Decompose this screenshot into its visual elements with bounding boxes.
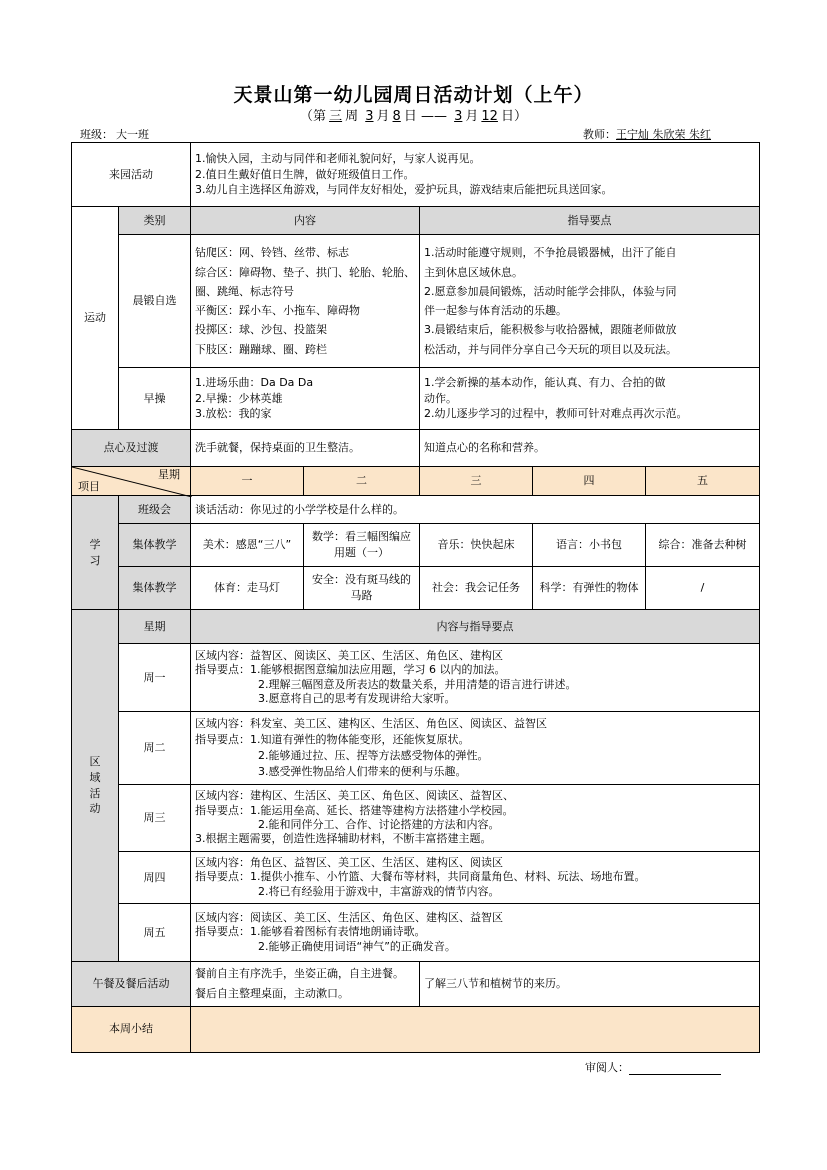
class-meeting-content: 谈话活动：你见过的小学学校是什么样的。 [191, 496, 760, 524]
collective-teaching-label: 集体教学 [119, 567, 191, 610]
start-month: 3 [365, 109, 374, 124]
study-label: 学 习 [72, 496, 119, 610]
lesson-cell: 音乐：快快起床 [420, 524, 533, 567]
area-activity-label: 区 域 活 动 [72, 610, 119, 962]
class-meeting-label: 班级会 [119, 496, 191, 524]
lesson-cell: 语言：小书包 [533, 524, 646, 567]
area-day-content: 区域内容：角色区、益智区、美工区、生活区、建构区、阅读区 指导要点：1.提供小推车、小竹篮、大餐布等材料，共同商量角色、材料、玩法、场地布置。 2.将已有经验用于游戏中，丰富游戏的情节内容。 [191, 852, 760, 904]
arrival-label: 来园活动 [72, 143, 191, 207]
reviewer-line[interactable] [629, 1074, 721, 1075]
lesson-cell: / [646, 567, 760, 610]
morning-drill-label: 早操 [119, 368, 191, 430]
area-day-label: 周三 [119, 785, 191, 852]
area-day-content: 区域内容：建构区、生活区、美工区、角色区、阅读区、益智区、 指导要点：1.能运用垒高、延长、搭建等建构方法搭建小学校园。 2.能和同伴分工、合作、讨论搭建的方法和内容。 3.根据主题需要，创造性选择辅助材料，不断丰富搭建主题。 [191, 785, 760, 852]
weekday-corner: 星期 项目 [72, 467, 191, 496]
area-day-header: 星期 [119, 610, 191, 644]
morning-drill-content: 1.进场乐曲：Da Da Da 2.早操：少林英雄 3.放松：我的家 [191, 368, 420, 430]
lesson-cell: 美术：感恩“三八” [191, 524, 304, 567]
weekday-mon: 一 [191, 467, 304, 496]
plan-table [71, 142, 760, 1053]
morning-exercise-label: 晨锻自选 [119, 235, 191, 368]
weekday-fri: 五 [646, 467, 760, 496]
weekday-thu: 四 [533, 467, 646, 496]
morning-drill-guide: 1.学会新操的基本动作，能认真、有力、合拍的做 动作。 2.幼儿逐步学习的过程中，教师可针对难点再次示范。 [420, 368, 760, 430]
area-content-header: 内容与指导要点 [191, 610, 760, 644]
collective-teaching-label: 集体教学 [119, 524, 191, 567]
sport-content-header: 内容 [191, 207, 420, 235]
arrival-row [72, 143, 760, 207]
morning-exercise-content: 钻爬区：网、铃铛、丝带、标志 综合区：障碍物、垫子、拱门、轮胎、轮胎、 圈、跳绳、标志符号 平衡区：踩小车、小拖车、障碍物 投掷区：球、沙包、投篮架 下肢区：蹦蹦球、圈、跨栏 [191, 235, 420, 368]
area-day-label: 周二 [119, 712, 191, 785]
class-value: 大一班 [113, 126, 191, 143]
area-day-label: 周四 [119, 852, 191, 904]
date-range: （第 三 周 3 月 8 日 —— 3 月 12 日） [300, 109, 527, 124]
summary-content[interactable] [191, 1006, 760, 1052]
area-day-content: 区域内容：科发室、美工区、建构区、生活区、角色区、阅读区、益智区 指导要点：1.知道有弹性的物体能变形，还能恢复原状。 2.能够通过拉、压、捏等方法感受物体的弹性。 3.感受弹性物品给人们带来的便利与乐趣。 [191, 712, 760, 785]
weekday-wed: 三 [420, 467, 533, 496]
summary-label: 本周小结 [72, 1006, 191, 1052]
lesson-cell: 社会：我会记任务 [420, 567, 533, 610]
lesson-cell: 安全：没有斑马线的马路 [304, 567, 420, 610]
snack-content: 洗手就餐，保持桌面的卫生整洁。 [191, 430, 420, 467]
snack-guide: 知道点心的名称和营养。 [420, 430, 760, 467]
sport-category-header: 类别 [119, 207, 191, 235]
area-day-content: 区域内容：益智区、阅读区、美工区、生活区、角色区、建构区 指导要点：1.能够根据图意编加法应用题，学习 6 以内的加法。 2.理解三幅图意及所表达的数量关系，并用清楚的语言进行讲述。 3.愿意将自己的思考有发现讲给大家听。 [191, 644, 760, 712]
lesson-cell: 数学：看三幅图编应用题（一） [304, 524, 420, 567]
morning-exercise-guide: 1.活动时能遵守规则，不争抢晨锻器械，出汗了能自 主到休息区域休息。 2.愿意参加晨间锻炼，活动时能学会排队，体验与同 伴一起参与体育活动的乐趣。 3.晨锻结束后，能积极参与收拾器械，跟随老师做放 松活动，并与同伴分享自己今天玩的项目以及玩法。 [420, 235, 760, 368]
lunch-label: 午餐及餐后活动 [72, 962, 191, 1007]
page-title: 天景山第一幼儿园周日活动计划（上午） [233, 84, 594, 106]
snack-label: 点心及过渡 [72, 430, 191, 467]
lesson-cell: 体育：走马灯 [191, 567, 304, 610]
class-info: 班级： 大一班 [80, 126, 191, 143]
sport-label: 运动 [72, 207, 119, 430]
lesson-cell: 科学：有弹性的物体 [533, 567, 646, 610]
weekday-tue: 二 [304, 467, 420, 496]
reviewer-signature: 审阅人： [585, 1059, 721, 1075]
week-number: 三 [329, 109, 343, 124]
area-day-content: 区域内容：阅读区、美工区、生活区、角色区、建构区、益智区 指导要点：1.能够看着图标有表情地朗诵诗歌。 2.能够正确使用词语“神气”的正确发音。 [191, 904, 760, 962]
arrival-content: 1.愉快入园，主动与同伴和老师礼貌问好，与家人说再见。 2.值日生戴好值日生牌，做好班级值日工作。 3.幼儿自主选择区角游戏，与同伴友好相处，爱护玩具，游戏结束后能把玩具送回家。 [191, 143, 760, 207]
teacher-info: 教师：王宁灿 朱欣荣 朱红 [583, 128, 711, 141]
area-day-label: 周一 [119, 644, 191, 712]
lunch-guide: 了解三八节和植树节的来历。 [420, 962, 760, 1007]
sport-guide-header: 指导要点 [420, 207, 760, 235]
start-day: 8 [392, 109, 401, 124]
lunch-content: 餐前自主有序洗手，坐姿正确，自主进餐。 餐后自主整理桌面，主动漱口。 [191, 962, 420, 1007]
area-day-label: 周五 [119, 904, 191, 962]
teacher-value: 王宁灿 朱欣荣 朱红 [616, 128, 711, 141]
lesson-cell: 综合：准备去种树 [646, 524, 760, 567]
end-month: 3 [454, 109, 463, 124]
end-day: 12 [481, 109, 498, 124]
